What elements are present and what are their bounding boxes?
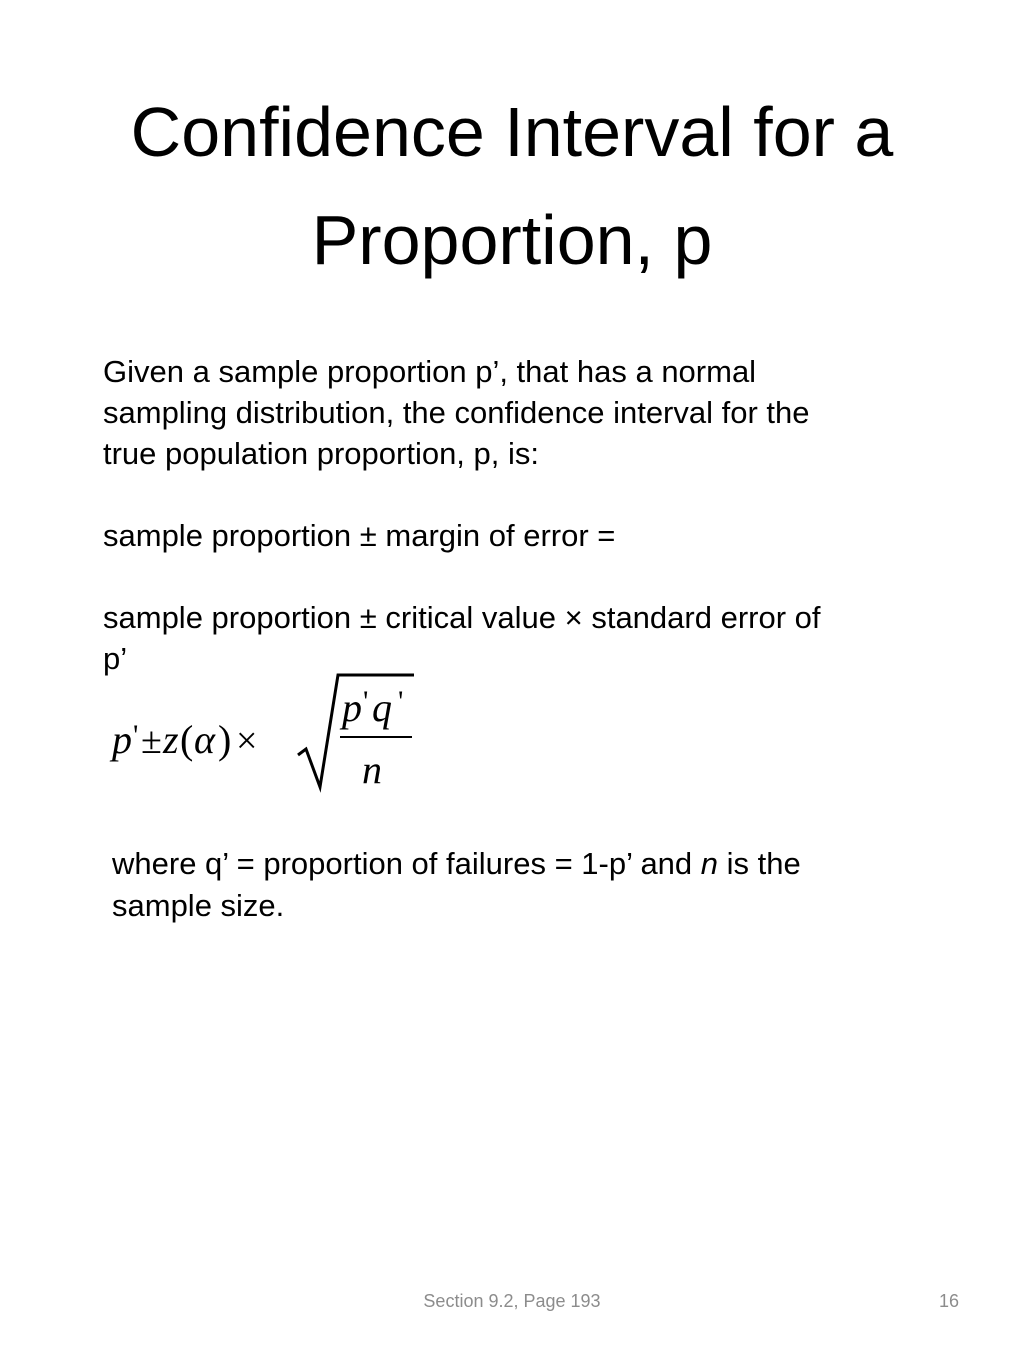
margin-of-error-line <box>103 515 943 556</box>
note-text-a: where q’ = proportion of failures = 1-p’ and <box>112 846 693 881</box>
formula-numerator-prime-2: ' <box>398 685 404 718</box>
note-line-2: sample size. <box>112 888 285 923</box>
note-text-b: is the <box>726 846 801 881</box>
line2-text-c: standard error of <box>591 600 821 635</box>
line2-text-a: sample proportion <box>103 600 352 635</box>
slide-title <box>40 78 984 294</box>
formula-times: × <box>236 720 258 762</box>
formula-plus-minus: ± <box>141 720 162 762</box>
formula-graphic <box>108 665 428 795</box>
intro-paragraph <box>103 351 903 474</box>
definition-note <box>112 843 912 927</box>
formula-numerator-p: p <box>342 685 362 730</box>
formula-z: z <box>163 717 179 762</box>
confidence-interval-formula <box>108 665 428 795</box>
line1-text-b: margin of error = <box>385 518 616 553</box>
formula-p: p <box>112 717 132 762</box>
intro-line-3: true population proportion, p, is: <box>103 436 539 471</box>
plus-minus-symbol: ± <box>359 600 377 635</box>
intro-line-2: sampling distribution, the confidence interval for the <box>103 395 810 430</box>
formula-numerator-q: q <box>372 685 392 730</box>
title-line-1: Confidence Interval for a <box>130 93 894 171</box>
formula-open-paren: ( <box>180 717 194 762</box>
formula-denominator-n: n <box>362 747 382 792</box>
plus-minus-symbol: ± <box>359 518 377 553</box>
footer-section-reference: Section 9.2, Page 193 <box>423 1291 601 1311</box>
line1-text-a: sample proportion <box>103 518 352 553</box>
formula-close-paren: ) <box>218 717 232 762</box>
intro-line-1: Given a sample proportion p’, that has a normal <box>103 354 757 389</box>
formula-prime: ' <box>133 719 139 752</box>
times-symbol: × <box>564 600 583 635</box>
line2-text-b: critical value <box>385 600 556 635</box>
slide-page-number: 16 <box>938 1291 959 1311</box>
formula-numerator-prime-1: ' <box>363 685 369 718</box>
note-n-italic: n <box>700 846 719 881</box>
title-line-2: Proportion, p <box>311 201 713 279</box>
line2-text-d: p’ <box>103 641 128 676</box>
formula-alpha: α <box>194 717 215 762</box>
